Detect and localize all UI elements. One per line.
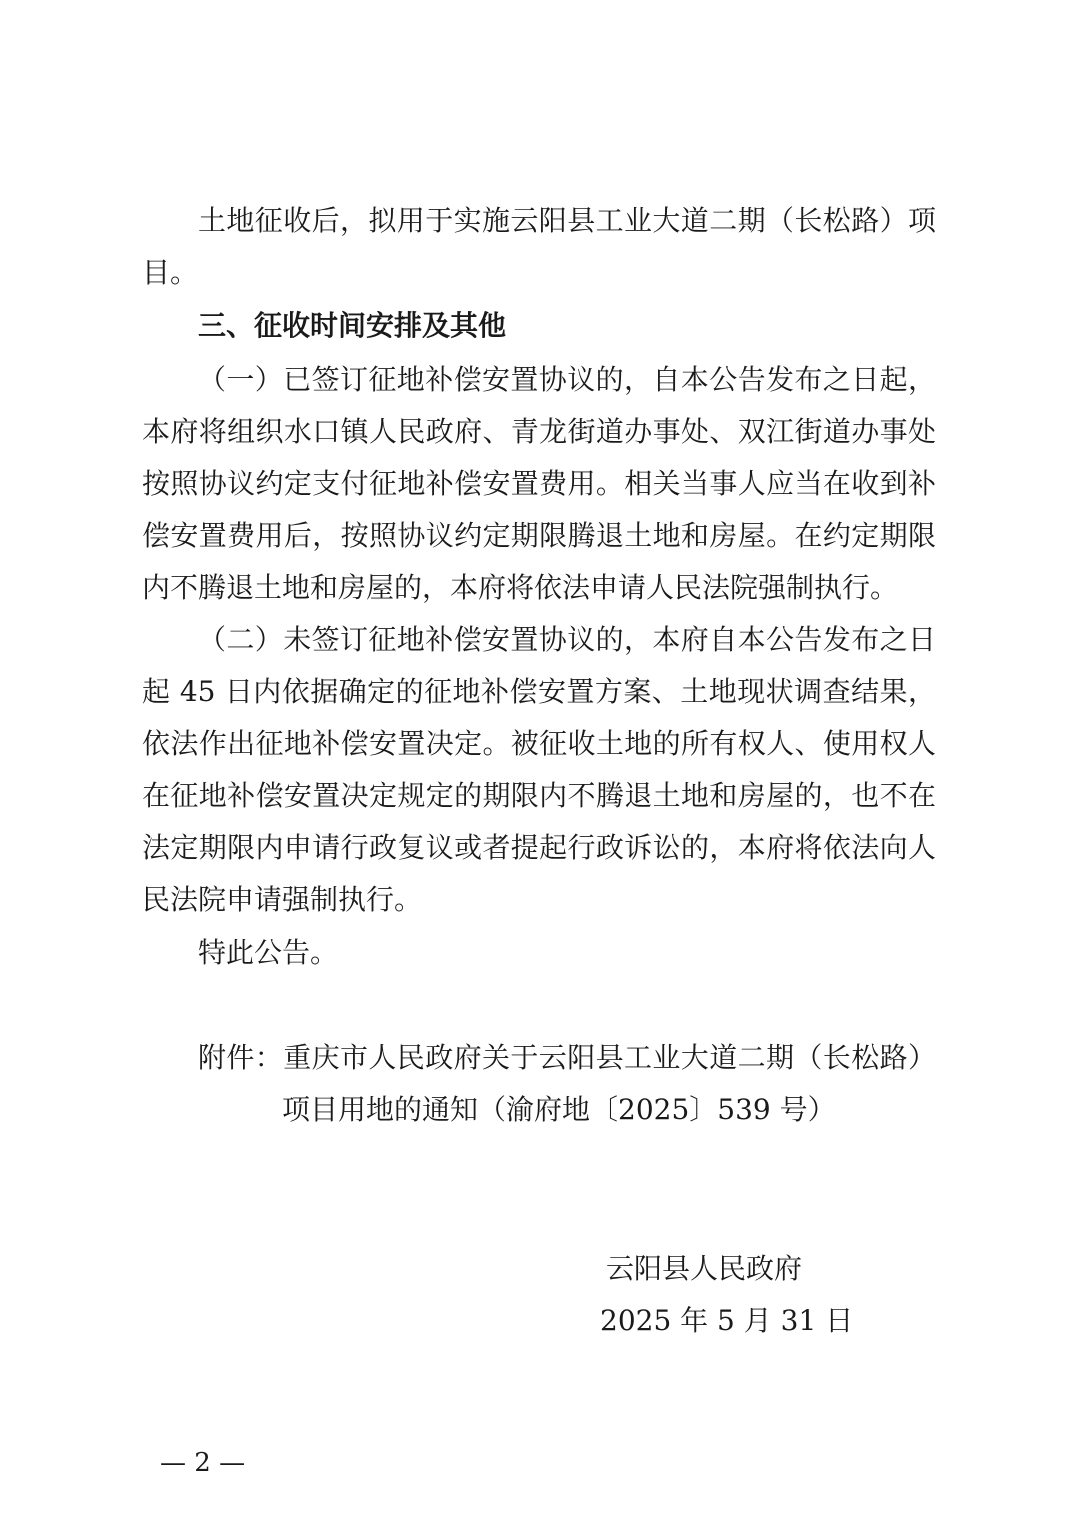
- page-number: — 2 —: [160, 1448, 246, 1478]
- paragraph-line: 在征地补偿安置决定规定的期限内不腾退土地和房屋的，也不在: [142, 779, 936, 812]
- paragraph-line: 民法院申请强制执行。: [142, 883, 423, 916]
- paragraph-line: 内不腾退土地和房屋的，本府将依法申请人民法院强制执行。: [142, 571, 899, 604]
- paragraph-line: 偿安置费用后，按照协议约定期限腾退土地和房屋。在约定期限: [142, 519, 936, 552]
- closing-statement: 特此公告。: [198, 936, 339, 969]
- section-heading: 三、征收时间安排及其他: [198, 309, 507, 342]
- attachment-line-1: 附件：重庆市人民政府关于云阳县工业大道二期（长松路）: [198, 1041, 936, 1074]
- paragraph-line: 土地征收后，拟用于实施云阳县工业大道二期（长松路）项: [198, 204, 936, 237]
- paragraph-line: （二）未签订征地补偿安置协议的，本府自本公告发布之日: [198, 623, 936, 656]
- attachment-line-2: 项目用地的通知（渝府地〔2025〕539 号）: [282, 1093, 836, 1126]
- paragraph-line: 依法作出征地补偿安置决定。被征收土地的所有权人、使用权人: [142, 727, 936, 760]
- paragraph-line: 目。: [142, 256, 199, 289]
- paragraph-line: 法定期限内申请行政复议或者提起行政诉讼的，本府将依法向人: [142, 831, 936, 864]
- paragraph-line: 本府将组织水口镇人民政府、青龙街道办事处、双江街道办事处: [142, 415, 936, 448]
- paragraph-line: 按照协议约定支付征地补偿安置费用。相关当事人应当在收到补: [142, 467, 936, 500]
- paragraph-line: 起 45 日内依据确定的征地补偿安置方案、土地现状调查结果，: [142, 675, 936, 708]
- paragraph-line: （一）已签订征地补偿安置协议的，自本公告发布之日起，: [198, 363, 936, 396]
- issuer-name: 云阳县人民政府: [606, 1252, 803, 1285]
- issue-date: 2025 年 5 月 31 日: [600, 1304, 854, 1337]
